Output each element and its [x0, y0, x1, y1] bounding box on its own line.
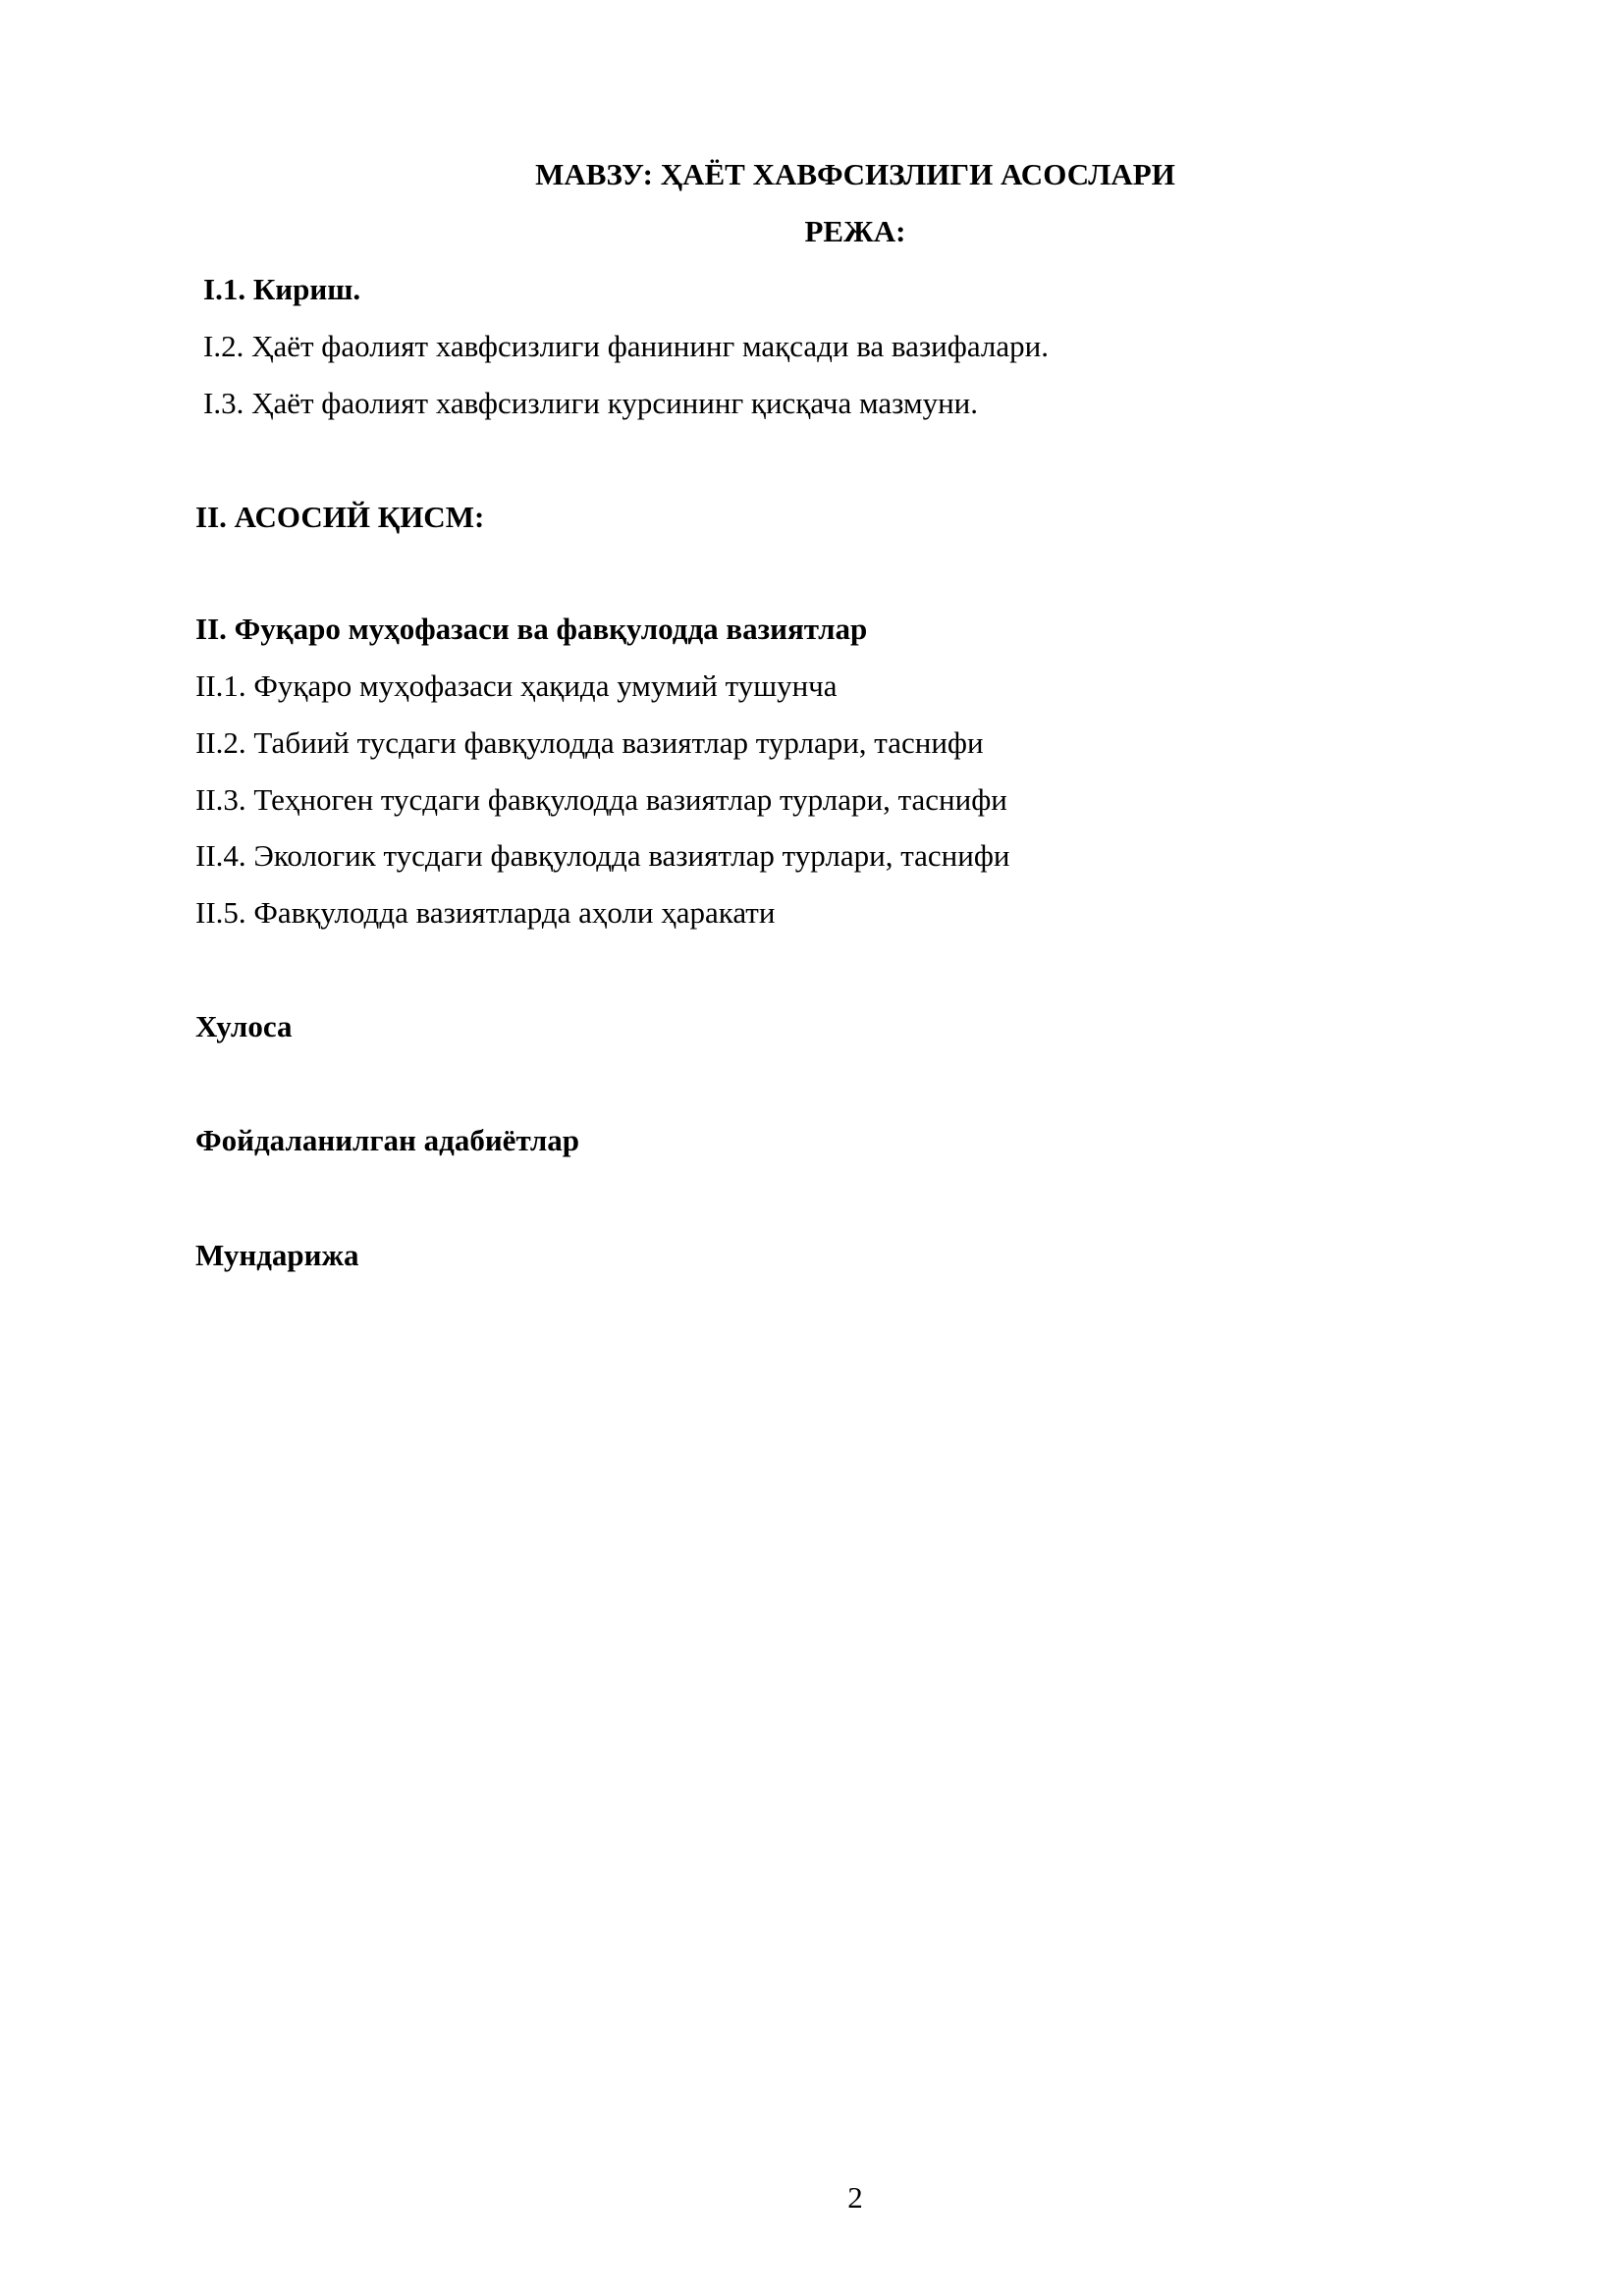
section-2-item-2: II.2. Табиий тусдаги фавқулодда вазиятлар турлари, таснифи — [195, 725, 984, 760]
conclusion-heading: Хулоса — [195, 1009, 293, 1043]
section-2-item-1: II.1. Фуқаро муҳофазаси ҳақида умумий тушунча — [195, 668, 838, 703]
contents-heading: Мундарижа — [195, 1238, 359, 1272]
section-2-item-4: II.4. Экологик тусдаги фавқулодда вазиятлар турлари, таснифи — [195, 838, 1010, 873]
section-2-item-5: II.5. Фавқулодда вазиятларда аҳоли ҳаракати — [195, 895, 776, 930]
plan-heading: РЕЖА: — [804, 214, 906, 248]
page-number: 2 — [847, 2180, 863, 2215]
document-title: МАВЗУ: ҲАЁТ ХАВФСИЗЛИГИ АСОСЛАРИ — [535, 157, 1175, 191]
section-2-item-3: II.3. Теҳноген тусдаги фавқулодда вазиятлар турлари, таснифи — [195, 782, 1007, 817]
intro-item-1: I.1. Кириш. — [203, 272, 361, 306]
intro-item-2: I.2. Ҳаёт фаолият хавфсизлиги фанининг мақсади ва вазифалари. — [203, 329, 1049, 363]
references-heading: Фойдаланилган адабиётлар — [195, 1123, 580, 1157]
intro-item-3: I.3. Ҳаёт фаолият хавфсизлиги курсининг қисқача мазмуни. — [203, 386, 979, 420]
main-part-heading: II. АСОСИЙ ҚИСМ: — [195, 500, 485, 534]
section-2-heading: II. Фуқаро муҳофазаси ва фавқулодда вазиятлар — [195, 612, 868, 646]
